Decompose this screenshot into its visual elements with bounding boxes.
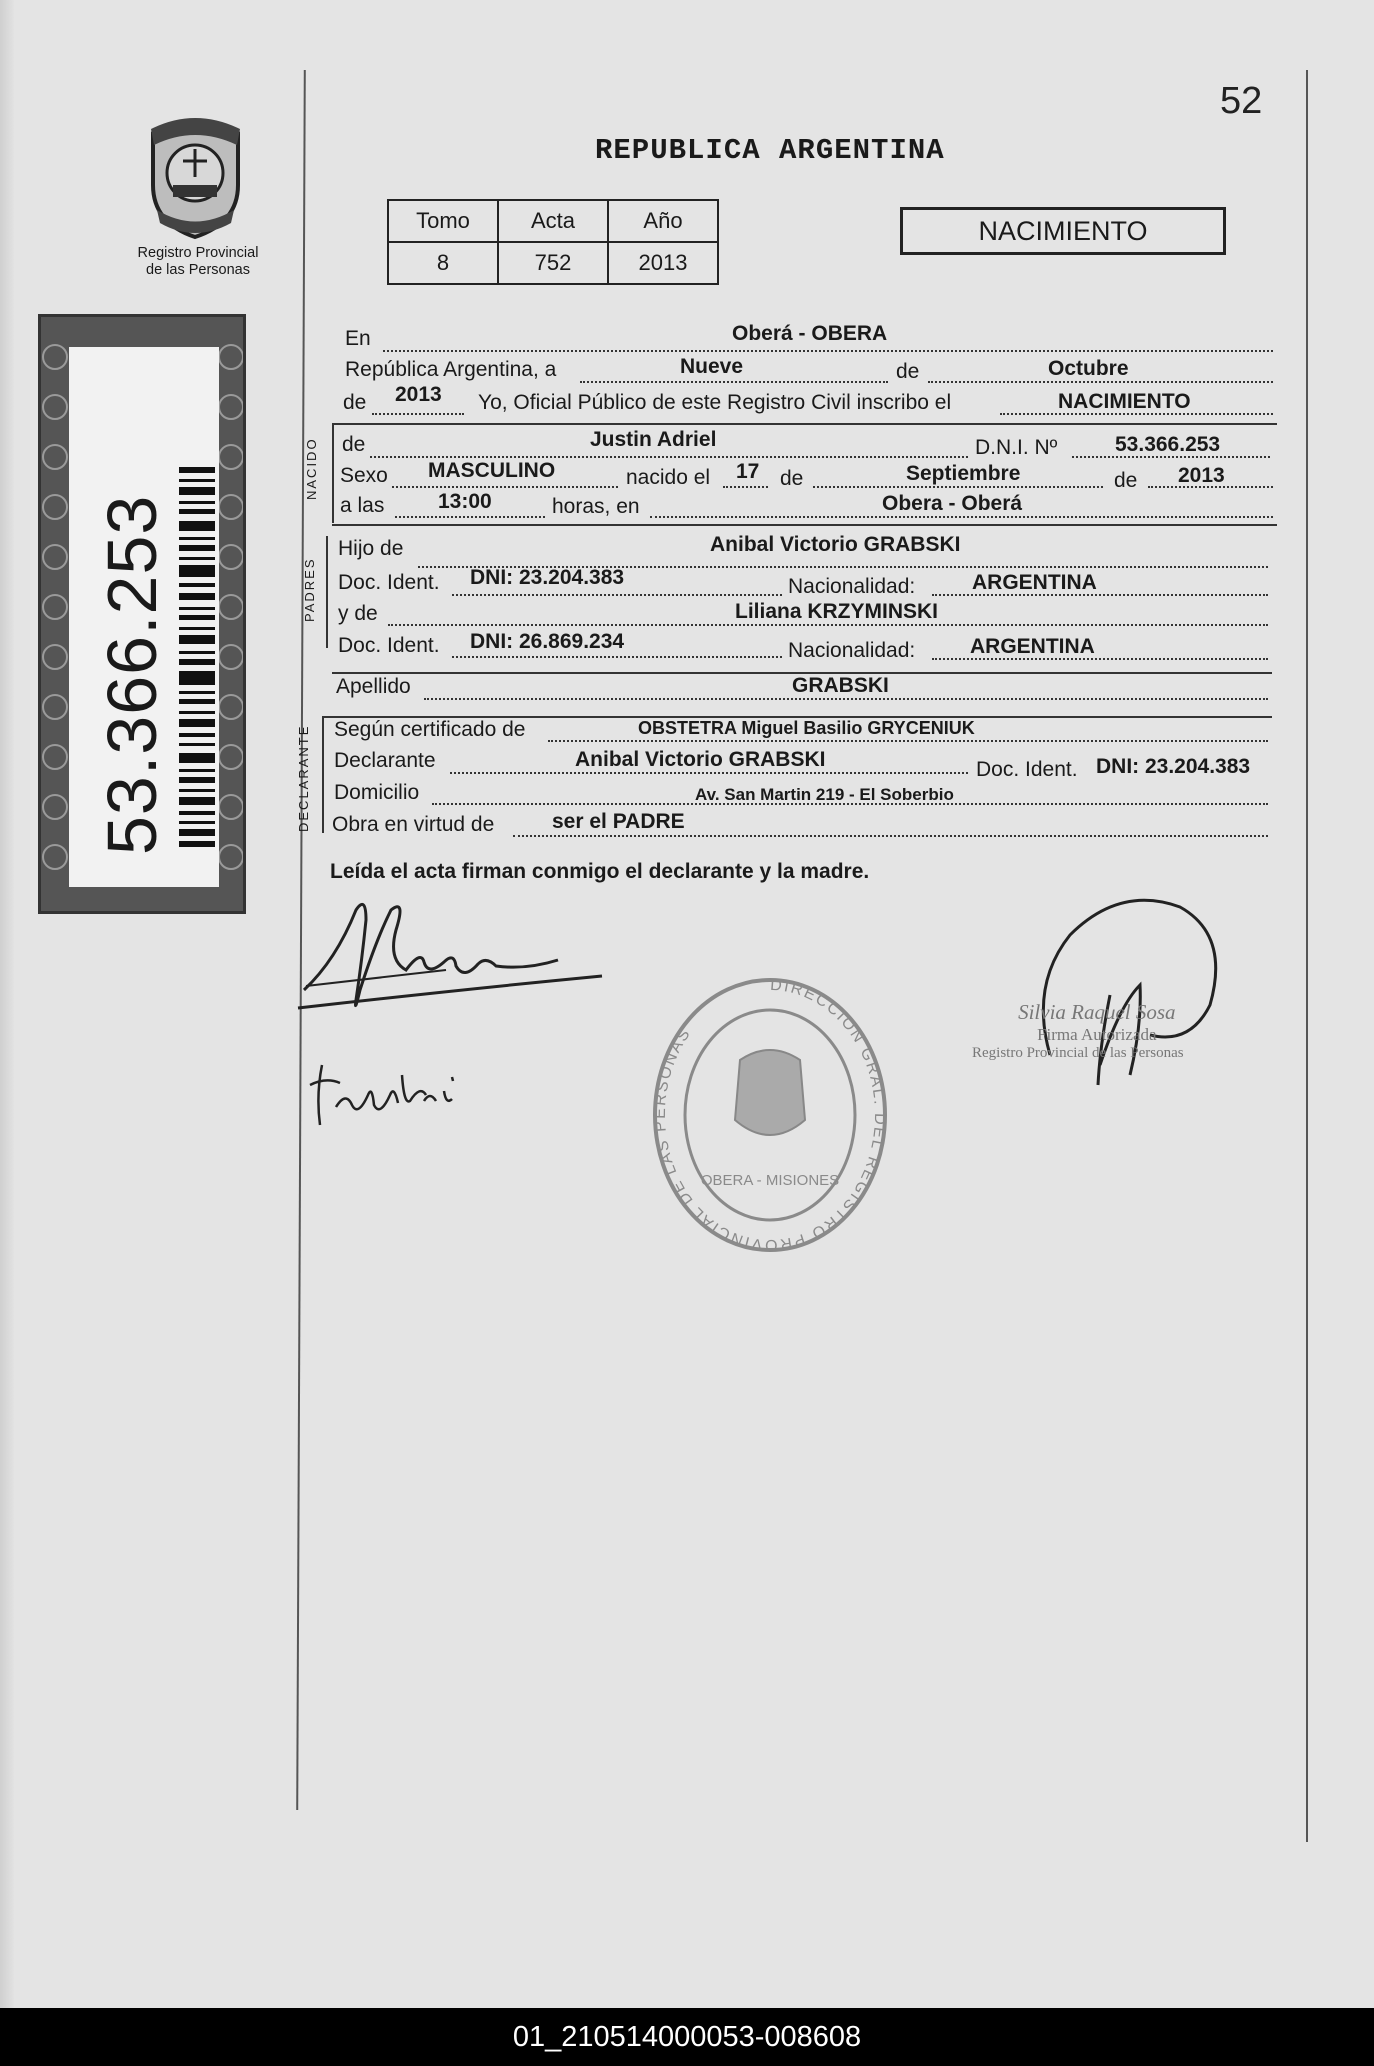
barcode-label — [38, 314, 246, 914]
madre-doc-value: DNI: 26.869.234 — [470, 630, 625, 653]
label-horas: horas, en — [552, 495, 640, 518]
label-obra: Obra en virtud de — [332, 813, 495, 836]
lugar-nac-value: Obera - Oberá — [882, 492, 1023, 515]
dots-nombre — [370, 456, 968, 458]
seal-ring-text: DIRECCION GRAL. DEL REGISTRO PROVINCIAL DE LAS PERSONAS — [651, 976, 889, 1254]
domicilio-value: Av. San Martin 219 - El Soberbio — [695, 785, 954, 804]
label-nacido-de: de — [342, 433, 366, 456]
separator-2 — [332, 524, 1277, 526]
label-de: de — [896, 360, 920, 383]
acta-value: 752 — [498, 242, 608, 284]
madre-nac-value: ARGENTINA — [970, 635, 1095, 658]
dots-mes-nac — [813, 486, 1103, 488]
declarante-doc-value: DNI: 23.204.383 — [1096, 755, 1251, 778]
lugar-value: Oberá - OBERA — [732, 322, 888, 345]
barcode-bars — [179, 467, 215, 847]
acta-header: Acta — [498, 200, 608, 242]
declarante-value: Anibal Victorio GRABSKI — [575, 748, 826, 771]
dots-mes — [928, 381, 1273, 383]
dots-dia — [580, 381, 888, 383]
label-nac-de-2: de — [1114, 469, 1138, 492]
bracket-nacido — [332, 425, 334, 523]
seal-city: OBERA - MISIONES — [700, 1172, 840, 1189]
official-seal — [645, 960, 895, 1260]
anio-value: 2013 — [395, 383, 442, 406]
barcode-inner — [69, 347, 219, 887]
label-padre-doc: Doc. Ident. — [338, 571, 440, 594]
signer-org: Registro Provincial de las Personas — [972, 1045, 1184, 1061]
label-a-las: a las — [340, 494, 385, 517]
label-madre-nac: Nacionalidad: — [788, 639, 916, 662]
tomo-value: 8 — [388, 242, 498, 284]
dots-lugar-nac — [650, 516, 1273, 518]
dots-anio — [372, 413, 464, 415]
closing-statement: Leída el acta firman conmigo el declarante y la madre. — [330, 860, 870, 883]
bracket-declarante — [322, 718, 324, 833]
padre-doc-value: DNI: 23.204.383 — [470, 566, 625, 589]
nombre-value: Justin Adriel — [590, 428, 717, 451]
dots-apellido — [424, 698, 1268, 700]
label-padre-nac: Nacionalidad: — [788, 575, 916, 598]
registry-table — [387, 199, 719, 285]
right-margin-line — [1306, 70, 1308, 1842]
dots-en — [383, 350, 1273, 352]
madre-value: Liliana KRZYMINSKI — [735, 600, 939, 623]
label-declarante-doc: Doc. Ident. — [976, 758, 1078, 781]
dots-certificado — [548, 740, 1268, 742]
section-label-padres: PADRES — [302, 557, 317, 622]
label-dni: D.N.I. Nº — [975, 436, 1058, 459]
label-madre-doc: Doc. Ident. — [338, 634, 440, 657]
label-en: En — [345, 327, 371, 350]
signer-name: Silvia Raquel Sosa — [1018, 1000, 1176, 1024]
obra-value: ser el PADRE — [552, 810, 685, 833]
act-type-box: NACIMIENTO — [900, 207, 1226, 255]
page-edge — [0, 0, 14, 2008]
sexo-value: MASCULINO — [428, 459, 556, 482]
label-hijo-de: Hijo de — [338, 537, 404, 560]
dni-value: 53.366.253 — [1115, 433, 1221, 456]
label-republica: República Argentina, a — [345, 358, 557, 381]
certificado-value: OBSTETRA Miguel Basilio GRYCENIUK — [638, 718, 975, 738]
label-nacido-el: nacido el — [626, 466, 711, 489]
tomo-header: Tomo — [388, 200, 498, 242]
signer-role: Firma Autorizada — [1037, 1025, 1157, 1044]
mes-value: Octubre — [1048, 357, 1129, 380]
label-domicilio: Domicilio — [334, 781, 420, 804]
mes-nac-value: Septiembre — [906, 462, 1021, 485]
anio-nac-value: 2013 — [1178, 464, 1225, 487]
label-declarante: Declarante — [334, 749, 436, 772]
anio-value: 2013 — [608, 242, 718, 284]
dots-madre-doc — [452, 656, 782, 658]
apellido-value: GRABSKI — [792, 674, 889, 697]
dots-hora — [395, 516, 545, 518]
page-number: 52 — [1220, 80, 1263, 122]
bracket-padres — [326, 536, 328, 648]
document-title: REPUBLICA ARGENTINA — [595, 134, 945, 167]
label-segun: Según certificado de — [334, 718, 526, 741]
label-nac-de: de — [780, 467, 804, 490]
label-apellido: Apellido — [336, 675, 411, 698]
official-name-stamp — [972, 1000, 1184, 1062]
padre-nac-value: ARGENTINA — [972, 571, 1097, 594]
mother-signature — [306, 1055, 466, 1135]
padre-value: Anibal Victorio GRABSKI — [710, 533, 961, 556]
barcode-number: 53.366.253 — [93, 494, 171, 855]
section-label-declarante: DECLARANTE — [296, 724, 311, 832]
hora-value: 13:00 — [438, 490, 492, 513]
declarant-signature — [296, 890, 616, 1020]
dots-obra — [513, 835, 1268, 837]
registry-provincial-label: Registro Provincial de las Personas — [137, 245, 259, 278]
anio-header: Año — [608, 200, 718, 242]
section-label-nacido: NACIDO — [304, 437, 319, 500]
dots-declarante — [450, 772, 968, 774]
label-de-2: de — [343, 391, 367, 414]
label-oficial: Yo, Oficial Público de este Registro Civil inscribo el — [478, 391, 952, 414]
dots-madre — [388, 624, 1268, 626]
misiones-emblem-icon — [143, 115, 248, 240]
scan-footer: 01_210514000053-008608 — [0, 2008, 1374, 2066]
label-y-de: y de — [338, 602, 378, 625]
inscribo-value: NACIMIENTO — [1058, 390, 1191, 413]
label-sexo: Sexo — [340, 464, 388, 487]
separator-1 — [332, 423, 1277, 425]
dots-padre-doc — [452, 594, 782, 596]
official-signature — [1030, 895, 1240, 1095]
dots-sexo — [392, 486, 618, 488]
dia-value: Nueve — [680, 355, 744, 378]
dia-nac-value: 17 — [736, 460, 760, 483]
dots-dia-nac — [723, 486, 768, 488]
